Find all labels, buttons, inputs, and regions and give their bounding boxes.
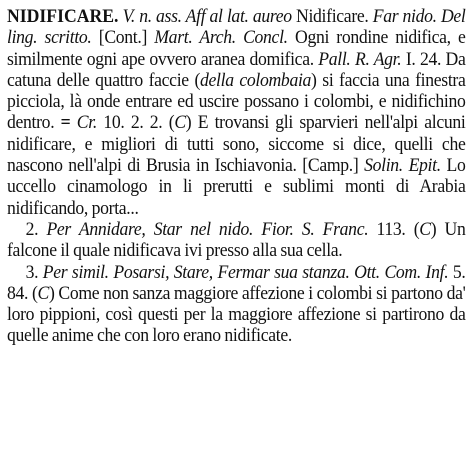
quotation: ) Come non sanza maggiore affezione i colombi si partono da' loro pippioni, così questi per la maggiore affezione si partirono da quelle anime che con loro erano nidificate. xyxy=(7,282,466,347)
crusca-marker: C xyxy=(37,282,49,304)
quotation: ) si faccia una finestra picciola, là onde entrare ed uscire possano i colombi, e nidifichino dentro. xyxy=(7,69,466,134)
crusca-marker: C xyxy=(419,218,431,240)
etymology-label: Aff al lat. aureo xyxy=(181,6,292,27)
quotation: ) E trovansi gli sparvieri nell'alpi alcuni nidificare, e migliori di tutti sono, siccome si dice, quelli che nascono nell'alpi di Brusia in Ischiavonia. [Camp.] xyxy=(7,112,466,177)
quotation: Ogni rondine nidifica, e similmente ogni ape ovvero aranea domifica. xyxy=(7,27,466,70)
quotation: I. 24. Da catuna delle quattro faccie ( xyxy=(7,48,466,91)
editorial-note: della colombaia xyxy=(200,69,312,91)
source-citation: Solin. Epit. xyxy=(364,155,441,177)
grammar-label: V. n. ass. xyxy=(118,6,182,27)
sense-number: 3. xyxy=(25,261,43,283)
section-separator: = xyxy=(60,112,71,134)
quotation: 113. ( xyxy=(368,218,420,240)
sense-1-paragraph xyxy=(7,6,465,219)
source-citation: Mart. Arch. Concl. xyxy=(154,27,288,49)
sense-2-paragraph xyxy=(7,219,465,262)
sense-3-paragraph xyxy=(7,262,465,347)
editor-tag: [Cont.] xyxy=(91,27,155,49)
latin-form: Nidificare. xyxy=(291,6,373,27)
crusca-marker: C xyxy=(174,112,186,134)
source-citation: Cr. xyxy=(70,112,97,134)
definition-2: Per Annidare, Star nel nido. Fior. S. Franc. xyxy=(46,218,369,240)
dictionary-entry xyxy=(7,6,465,347)
quotation: 10. 2. 2. ( xyxy=(96,112,175,134)
headword: NIDIFICARE. xyxy=(7,6,119,27)
definition-3: Per simil. Posarsi, Stare, Fermar sua stanza. Ott. Com. Inf. xyxy=(42,261,449,283)
quotation: ) Un falcone il quale nidificava ivi presso alla sua cella. xyxy=(7,218,466,262)
source-citation: Pall. R. Agr. xyxy=(318,48,402,70)
sense-number: 2. xyxy=(25,218,47,240)
definition-1: Far nido. Del ling. scritto. xyxy=(7,6,466,49)
quotation: 5. 84. ( xyxy=(7,261,466,304)
quotation: Lo uccello cinamologo in li prerutti e sublimi monti di Arabia nidificando, porta... xyxy=(7,155,466,219)
